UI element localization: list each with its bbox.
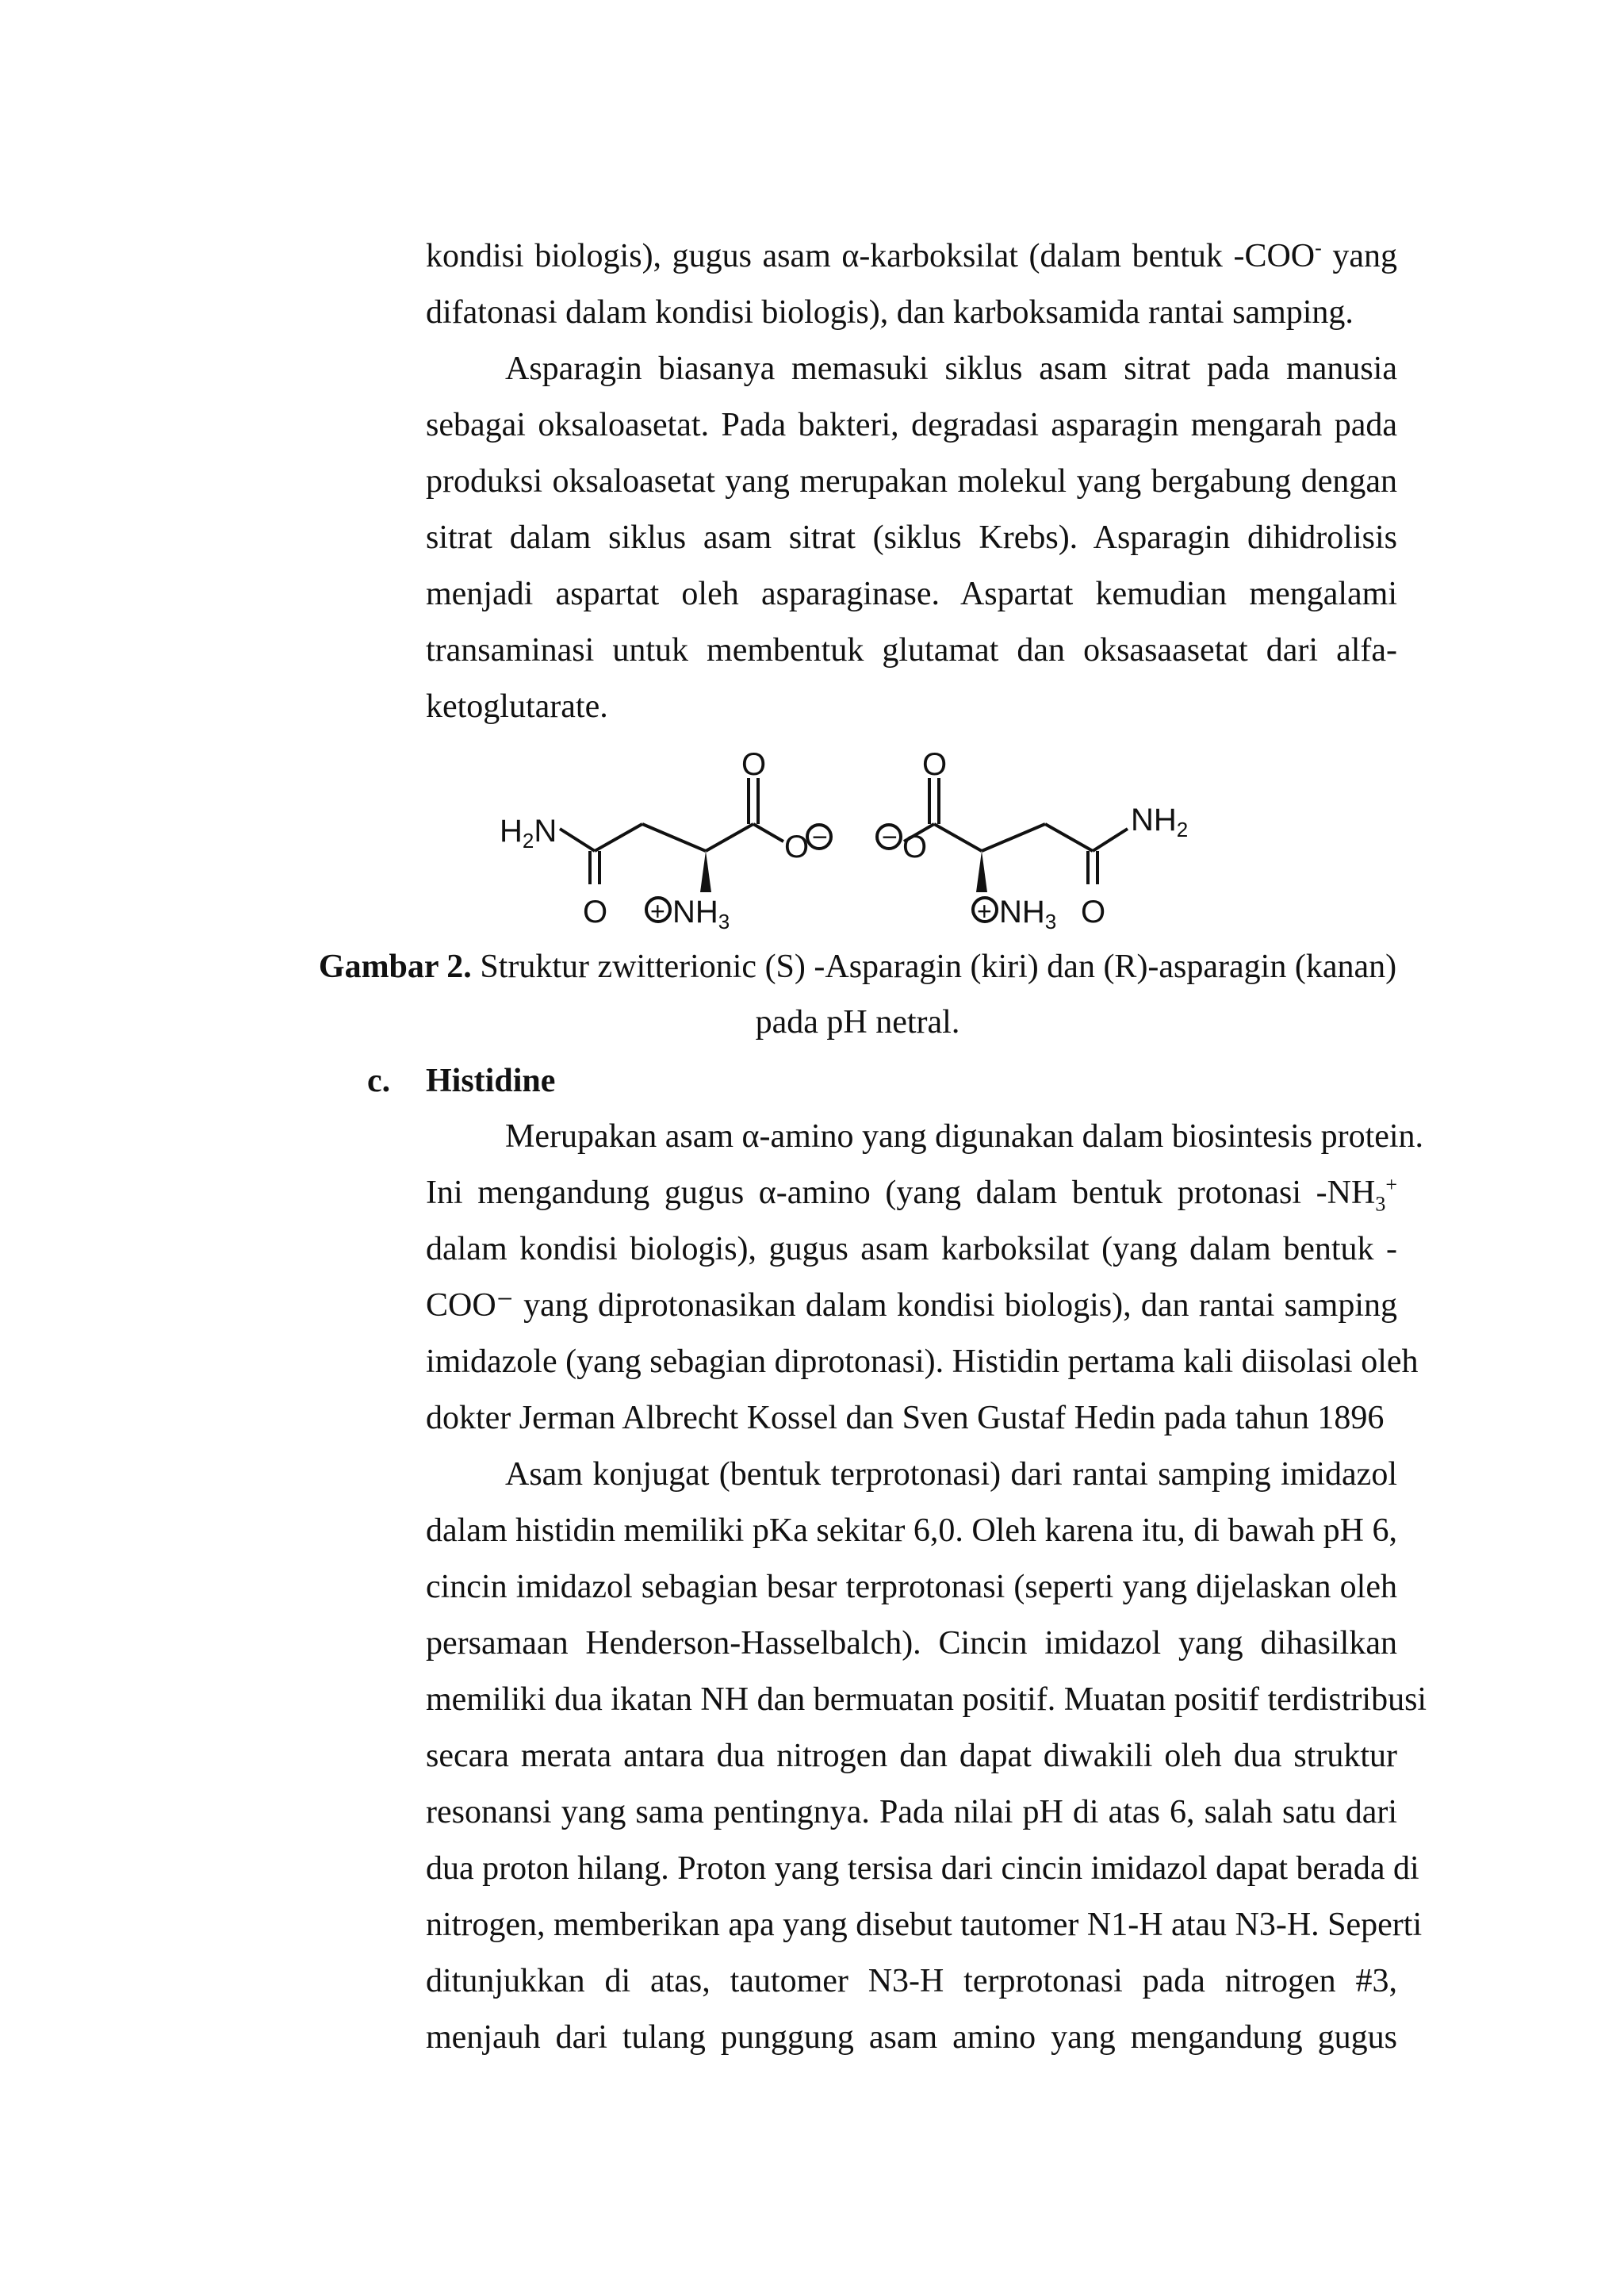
positive-charge: +	[650, 897, 665, 926]
text-line: transaminasi untuk membentuk glutamat dan oksasaasetat dari alfa-	[426, 632, 1397, 669]
text-line: sebagai oksaloasetat. Pada bakteri, degradasi asparagin mengarah pada	[426, 407, 1397, 443]
text-line: Asam konjugat (bentuk terprotonasi) dari rantai samping imidazol	[505, 1456, 1397, 1493]
paragraph-continuation	[426, 228, 1397, 341]
text-line: menjadi aspartat oleh asparaginase. Aspartat kemudian mengalami	[426, 576, 1397, 612]
atom-label: $NH_3$	[672, 895, 730, 932]
text-line: Asparagin biasanya memasuki siklus asam sitrat pada manusia	[505, 351, 1397, 387]
negative-charge: −	[882, 822, 898, 853]
positive-charge: +	[977, 897, 992, 926]
text-line: Merupakan asam α-amino yang digunakan dalam biosintesis protein.	[505, 1118, 1424, 1155]
text-line: cincin imidazol sebagian besar terprotonasi (seperti yang dijelaskan oleh	[426, 1569, 1397, 1605]
paragraph-histidine-intro	[426, 1109, 1424, 1447]
text-line: dalam histidin memiliki pKa sekitar 6,0. Oleh karena itu, di bawah pH 6,	[426, 1512, 1397, 1549]
text-line: ketoglutarate.	[426, 688, 608, 725]
section-marker: c.	[367, 1063, 391, 1099]
paragraph-imidazole	[426, 1447, 1427, 2066]
atom-label: $NH_3$	[999, 895, 1057, 932]
atom-label: O	[1081, 895, 1106, 930]
atom-label: O	[902, 830, 928, 864]
text-line: sitrat dalam siklus asam sitrat (siklus Krebs). Asparagin dihidrolisis	[426, 519, 1397, 556]
svg-text:H2N: $H_2N$	[500, 814, 557, 853]
text-line: Ini mengandung gugus α-amino (yang dalam bentuk protonasi $-NH_3^+$	[426, 1173, 1397, 1216]
atom-label: $NH_2$	[1131, 803, 1189, 841]
negative-charge: −	[812, 822, 828, 853]
caption-line: pada pH netral.	[755, 1004, 960, 1041]
text-line: dalam kondisi biologis), gugus asam karboksilat (yang dalam bentuk -	[426, 1231, 1397, 1267]
text-line: imidazole (yang sebagian diprotonasi). Histidin pertama kali diisolasi oleh	[426, 1343, 1419, 1380]
text-line: difatonasi dalam kondisi biologis), dan karboksamida rantai samping.	[426, 294, 1354, 331]
text-line: resonansi yang sama pentingnya. Pada nilai pH di atas 6, salah satu dari	[426, 1794, 1397, 1830]
text-line: dokter Jerman Albrecht Kossel dan Sven Gustaf Hedin pada tahun 1896	[426, 1400, 1385, 1436]
caption-line: Gambar 2. Struktur zwitterionic (S) -Asparagin (kiri) dan (R)-asparagin (kanan)	[318, 949, 1397, 985]
paragraph-asparagine	[426, 341, 1397, 735]
atom-label: O	[922, 747, 948, 782]
atom-label: O	[784, 830, 810, 864]
text-line: nitrogen, memberikan apa yang disebut tautomer N1-H atau N3-H. Seperti	[426, 1907, 1423, 1943]
text-line: secara merata antara dua nitrogen dan dapat diwakili oleh dua struktur	[426, 1738, 1397, 1774]
asparagine-structure-figure	[476, 742, 1237, 932]
atom-label: O	[741, 747, 767, 782]
atom-label: O	[583, 895, 608, 930]
text-line: dua proton hilang. Proton yang tersisa dari cincin imidazol dapat berada di	[426, 1850, 1419, 1887]
text-line: COO⁻ yang diprotonasikan dalam kondisi biologis), dan rantai samping	[426, 1287, 1397, 1324]
text-line: ditunjukkan di atas, tautomer N3-H terprotonasi pada nitrogen #3,	[426, 1963, 1397, 1999]
text-line: memiliki dua ikatan NH dan bermuatan positif. Muatan positif terdistribusi	[426, 1681, 1427, 1718]
text-line: kondisi biologis), gugus asam α-karboksilat (dalam bentuk -COO- yang	[426, 236, 1397, 274]
text-line: produksi oksaloasetat yang merupakan molekul yang bergabung dengan	[426, 463, 1397, 500]
section-title: Histidine	[426, 1063, 556, 1099]
text-line: menjauh dari tulang punggung asam amino yang mengandung gugus	[426, 2019, 1397, 2056]
figure-caption	[317, 939, 1398, 1050]
text-line: persamaan Henderson-Hasselbalch). Cincin imidazol yang dihasilkan	[426, 1625, 1397, 1662]
